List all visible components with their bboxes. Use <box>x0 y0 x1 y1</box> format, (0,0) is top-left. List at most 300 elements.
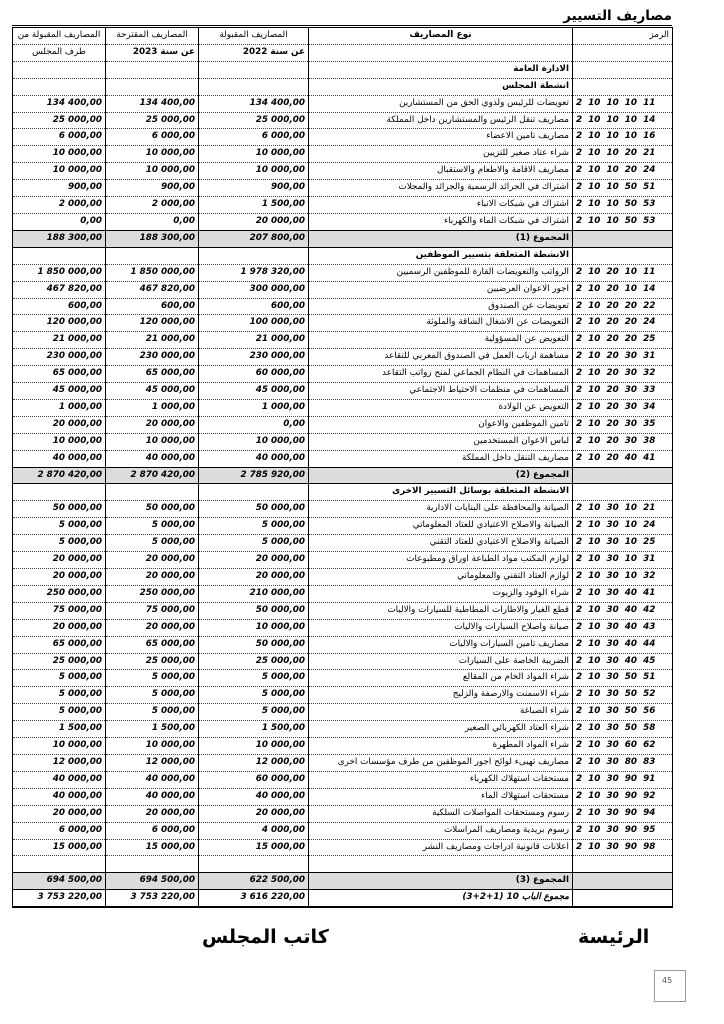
expense-code: 2 10 30 90 94 <box>573 805 673 822</box>
accepted-amount <box>199 247 309 264</box>
header-row-2 <box>13 44 673 61</box>
table-row <box>13 535 673 552</box>
table-row <box>13 585 673 602</box>
accepted-amount: 12 000,00 <box>199 754 309 771</box>
council-amount: 15 000,00 <box>13 839 106 856</box>
table-row <box>13 738 673 755</box>
expense-code <box>573 484 673 501</box>
expense-label: الانشطة المتعلقة بتسيير الموظفين <box>309 247 573 264</box>
council-amount: 65 000,00 <box>13 636 106 653</box>
council-amount: 694 500,00 <box>13 873 106 890</box>
section-row <box>13 247 673 264</box>
expense-label: مساهمة ارباب العمل في الصندوق المغربي للتقاعد <box>309 349 573 366</box>
expense-label: مصاريف الاقامة والاطعام والاستقبال <box>309 163 573 180</box>
council-amount: 230 000,00 <box>13 349 106 366</box>
table-row <box>13 518 673 535</box>
page-number: 45 <box>662 976 673 985</box>
header-proposed: المصاريف المقترحة <box>106 28 199 45</box>
proposed-amount: 0,00 <box>106 213 199 230</box>
council-amount: 65 000,00 <box>13 366 106 383</box>
proposed-amount: 900,00 <box>106 180 199 197</box>
expense-code: 2 10 10 20 24 <box>573 163 673 180</box>
expense-code: 2 10 10 50 53 <box>573 197 673 214</box>
expense-label: الضريبة الخاصة على السيارات <box>309 653 573 670</box>
table-row <box>13 399 673 416</box>
table-row <box>13 416 673 433</box>
accepted-amount: 5 000,00 <box>199 535 309 552</box>
council-amount: 50 000,00 <box>13 501 106 518</box>
expense-label: الصيانة والاصلاح الاعتيادي للعتاد التقني <box>309 535 573 552</box>
header-accepted-sub: عن سنة 2022 <box>199 44 309 61</box>
table-row <box>13 366 673 383</box>
proposed-amount: 12 000,00 <box>106 754 199 771</box>
proposed-amount: 25 000,00 <box>106 112 199 129</box>
total-row <box>13 230 673 247</box>
proposed-amount: 40 000,00 <box>106 771 199 788</box>
expense-label: المجموع (2) <box>309 467 573 484</box>
expense-code: 2 10 20 30 33 <box>573 383 673 400</box>
expense-label: مصاريف تامين الاعضاء <box>309 129 573 146</box>
table-row <box>13 197 673 214</box>
table-row <box>13 264 673 281</box>
president-signature-label: الرئيسة <box>578 926 650 948</box>
table-row <box>13 281 673 298</box>
proposed-amount: 120 000,00 <box>106 315 199 332</box>
table-row <box>13 771 673 788</box>
expense-code: 2 10 30 10 32 <box>573 569 673 586</box>
expense-label: اشتراك في شبكات الانباء <box>309 197 573 214</box>
grand-row <box>13 890 673 907</box>
council-amount: 25 000,00 <box>13 112 106 129</box>
expense-code: 2 10 30 10 24 <box>573 518 673 535</box>
expense-code: 2 10 30 50 58 <box>573 721 673 738</box>
expense-code: 2 10 20 30 31 <box>573 349 673 366</box>
expense-label: لوازم العتاد التقني والمعلوماتي <box>309 569 573 586</box>
expense-code: 2 10 30 90 91 <box>573 771 673 788</box>
expense-label: شراء الصباغة <box>309 704 573 721</box>
proposed-amount: 600,00 <box>106 298 199 315</box>
page-number-box <box>654 970 686 1002</box>
proposed-amount: 1 500,00 <box>106 721 199 738</box>
expenses-table <box>12 27 673 908</box>
council-amount: 20 000,00 <box>13 552 106 569</box>
council-amount <box>13 61 106 78</box>
expense-label: شراء الاسمنت والارصفة والزليج <box>309 687 573 704</box>
council-amount: 5 000,00 <box>13 670 106 687</box>
council-amount: 75 000,00 <box>13 602 106 619</box>
expense-code: 2 10 30 10 21 <box>573 501 673 518</box>
expense-code: 2 10 20 10 11 <box>573 264 673 281</box>
proposed-amount: 5 000,00 <box>106 535 199 552</box>
table-row <box>13 298 673 315</box>
table-row <box>13 704 673 721</box>
table-row <box>13 146 673 163</box>
expense-code: 2 10 30 40 43 <box>573 619 673 636</box>
accepted-amount: 45 000,00 <box>199 383 309 400</box>
council-amount: 3 753 220,00 <box>13 890 106 907</box>
expense-label: مستحقات استهلاك الماء <box>309 788 573 805</box>
expense-label: الصيانة والاصلاح الاعتيادي للعتاد المعلوماتي <box>309 518 573 535</box>
accepted-amount: 210 000,00 <box>199 585 309 602</box>
council-amount: 0,00 <box>13 213 106 230</box>
table-row <box>13 450 673 467</box>
expense-code: 2 10 10 10 11 <box>573 95 673 112</box>
accepted-amount: 1 500,00 <box>199 721 309 738</box>
council-amount: 21 000,00 <box>13 332 106 349</box>
council-amount: 20 000,00 <box>13 569 106 586</box>
accepted-amount: 20 000,00 <box>199 569 309 586</box>
accepted-amount: 5 000,00 <box>199 670 309 687</box>
accepted-amount: 10 000,00 <box>199 738 309 755</box>
title-underline <box>12 25 672 26</box>
expense-label: مجموع الباب 10 (1+2+3) <box>309 890 573 907</box>
expense-label: المجموع (3) <box>309 873 573 890</box>
council-amount: 5 000,00 <box>13 518 106 535</box>
proposed-amount: 5 000,00 <box>106 670 199 687</box>
accepted-amount: 3 616 220,00 <box>199 890 309 907</box>
accepted-amount: 134 400,00 <box>199 95 309 112</box>
council-amount: 5 000,00 <box>13 704 106 721</box>
expense-code <box>573 230 673 247</box>
proposed-amount <box>106 78 199 95</box>
proposed-amount: 230 000,00 <box>106 349 199 366</box>
section-row <box>13 484 673 501</box>
council-amount: 120 000,00 <box>13 315 106 332</box>
header-empty <box>309 44 573 61</box>
accepted-amount: 21 000,00 <box>199 332 309 349</box>
expense-code: 2 10 10 20 21 <box>573 146 673 163</box>
accepted-amount <box>199 78 309 95</box>
accepted-amount: 600,00 <box>199 298 309 315</box>
accepted-amount: 25 000,00 <box>199 112 309 129</box>
proposed-amount: 25 000,00 <box>106 653 199 670</box>
expense-code: 2 10 30 90 98 <box>573 839 673 856</box>
expense-label: انشطة المجلس <box>309 78 573 95</box>
proposed-amount: 250 000,00 <box>106 585 199 602</box>
accepted-amount: 622 500,00 <box>199 873 309 890</box>
proposed-amount: 2 870 420,00 <box>106 467 199 484</box>
expense-code: 2 10 20 20 22 <box>573 298 673 315</box>
table-row <box>13 721 673 738</box>
expense-code: 2 10 30 50 51 <box>573 670 673 687</box>
proposed-amount: 1 850 000,00 <box>106 264 199 281</box>
council-amount: 20 000,00 <box>13 416 106 433</box>
expense-label: التعويض عن الولادة <box>309 399 573 416</box>
expense-label: اشتراك في شبكات الماء والكهرباء <box>309 213 573 230</box>
council-amount: 10 000,00 <box>13 738 106 755</box>
proposed-amount: 1 000,00 <box>106 399 199 416</box>
expense-code: 2 10 30 50 52 <box>573 687 673 704</box>
accepted-amount: 100 000,00 <box>199 315 309 332</box>
accepted-amount: 20 000,00 <box>199 805 309 822</box>
expense-label: شراء العتاد الكهربائي الصغير <box>309 721 573 738</box>
table-row <box>13 383 673 400</box>
expense-label: رسوم ومستحقات المواصلات السلكية <box>309 805 573 822</box>
expense-label: التعويض عن المسؤولية <box>309 332 573 349</box>
table-row <box>13 569 673 586</box>
proposed-amount: 5 000,00 <box>106 518 199 535</box>
table-row <box>13 602 673 619</box>
expense-label: تعويضات عن الصندوق <box>309 298 573 315</box>
accepted-amount: 230 000,00 <box>199 349 309 366</box>
proposed-amount: 40 000,00 <box>106 450 199 467</box>
council-amount: 467 820,00 <box>13 281 106 298</box>
total-row <box>13 873 673 890</box>
council-amount: 6 000,00 <box>13 822 106 839</box>
expense-code: 2 10 30 50 56 <box>573 704 673 721</box>
expense-code: 2 10 10 10 16 <box>573 129 673 146</box>
table-row <box>13 670 673 687</box>
header-empty <box>573 44 673 61</box>
proposed-amount: 15 000,00 <box>106 839 199 856</box>
expense-code: 2 10 20 30 34 <box>573 399 673 416</box>
accepted-amount: 5 000,00 <box>199 518 309 535</box>
expense-label: اجور الاعوان العرضيين <box>309 281 573 298</box>
accepted-amount: 6 000,00 <box>199 129 309 146</box>
section-row <box>13 78 673 95</box>
total-row <box>13 467 673 484</box>
header-proposed-sub: عن سنة 2023 <box>106 44 199 61</box>
accepted-amount: 900,00 <box>199 180 309 197</box>
expense-label: المساهمات في منظمات الاحتياط الاجتماعي <box>309 383 573 400</box>
accepted-amount: 40 000,00 <box>199 450 309 467</box>
table-row <box>13 788 673 805</box>
accepted-amount: 15 000,00 <box>199 839 309 856</box>
table-row <box>13 501 673 518</box>
proposed-amount: 65 000,00 <box>106 636 199 653</box>
table-row <box>13 805 673 822</box>
accepted-amount: 1 978 320,00 <box>199 264 309 281</box>
proposed-amount: 10 000,00 <box>106 738 199 755</box>
proposed-amount: 21 000,00 <box>106 332 199 349</box>
header-council-sub: طرف المجلس <box>13 44 106 61</box>
table-row <box>13 687 673 704</box>
council-amount: 1 850 000,00 <box>13 264 106 281</box>
accepted-amount: 20 000,00 <box>199 552 309 569</box>
accepted-amount: 10 000,00 <box>199 433 309 450</box>
table-row <box>13 653 673 670</box>
proposed-amount: 65 000,00 <box>106 366 199 383</box>
accepted-amount: 0,00 <box>199 416 309 433</box>
table-row <box>13 636 673 653</box>
header-code: الرمز <box>573 28 673 45</box>
expense-label: لباس الاعوان المستخدمين <box>309 433 573 450</box>
accepted-amount: 10 000,00 <box>199 146 309 163</box>
council-amount: 2 000,00 <box>13 197 106 214</box>
expense-code: 2 10 30 10 25 <box>573 535 673 552</box>
council-amount: 900,00 <box>13 180 106 197</box>
table-row <box>13 95 673 112</box>
accepted-amount: 1 500,00 <box>199 197 309 214</box>
proposed-amount: 134 400,00 <box>106 95 199 112</box>
accepted-amount <box>199 61 309 78</box>
table-row <box>13 315 673 332</box>
table-row <box>13 332 673 349</box>
header-row-1 <box>13 28 673 45</box>
expense-code: 2 10 30 40 44 <box>573 636 673 653</box>
proposed-amount: 188 300,00 <box>106 230 199 247</box>
table-row <box>13 180 673 197</box>
accepted-amount: 50 000,00 <box>199 501 309 518</box>
expense-code <box>573 856 673 873</box>
expense-code: 2 10 30 40 45 <box>573 653 673 670</box>
proposed-amount: 20 000,00 <box>106 619 199 636</box>
proposed-amount: 40 000,00 <box>106 788 199 805</box>
proposed-amount: 5 000,00 <box>106 704 199 721</box>
expense-label: مصاريف تنقل الرئيس والمستشارين داخل المملكة <box>309 112 573 129</box>
expense-label: مصاريف تهيىء لوائح اجور الموظفين من طرف مؤسسات اخرى <box>309 754 573 771</box>
header-accepted: المصاريف المقبولة <box>199 28 309 45</box>
expense-label: شراء المواد المطهرة <box>309 738 573 755</box>
council-amount <box>13 484 106 501</box>
proposed-amount: 2 000,00 <box>106 197 199 214</box>
proposed-amount: 45 000,00 <box>106 383 199 400</box>
blank-row <box>13 856 673 873</box>
accepted-amount: 10 000,00 <box>199 163 309 180</box>
council-amount: 1 500,00 <box>13 721 106 738</box>
expense-code: 2 10 20 40 41 <box>573 450 673 467</box>
accepted-amount: 50 000,00 <box>199 636 309 653</box>
proposed-amount: 10 000,00 <box>106 163 199 180</box>
accepted-amount: 207 800,00 <box>199 230 309 247</box>
expense-label: شراء الوقود والزيوت <box>309 585 573 602</box>
expense-code: 2 10 30 80 83 <box>573 754 673 771</box>
proposed-amount: 20 000,00 <box>106 569 199 586</box>
expense-label: مستحقات استهلاك الكهرباء <box>309 771 573 788</box>
council-amount <box>13 78 106 95</box>
expense-code: 2 10 30 90 92 <box>573 788 673 805</box>
council-amount: 45 000,00 <box>13 383 106 400</box>
proposed-amount: 6 000,00 <box>106 822 199 839</box>
accepted-amount: 1 000,00 <box>199 399 309 416</box>
council-amount: 5 000,00 <box>13 687 106 704</box>
table-row <box>13 822 673 839</box>
council-amount <box>13 856 106 873</box>
expense-code: 2 10 20 20 25 <box>573 332 673 349</box>
proposed-amount: 5 000,00 <box>106 687 199 704</box>
council-amount: 20 000,00 <box>13 805 106 822</box>
council-amount <box>13 247 106 264</box>
expense-label: الادارة العامة <box>309 61 573 78</box>
expense-code: 2 10 10 50 53 <box>573 213 673 230</box>
expense-code <box>573 61 673 78</box>
accepted-amount <box>199 484 309 501</box>
secretary-signature-label: كاتب المجلس <box>202 926 329 948</box>
expense-code <box>573 247 673 264</box>
table-row <box>13 433 673 450</box>
expense-label: شراء عتاد صغير للتزيين <box>309 146 573 163</box>
accepted-amount: 50 000,00 <box>199 602 309 619</box>
accepted-amount: 10 000,00 <box>199 619 309 636</box>
proposed-amount: 50 000,00 <box>106 501 199 518</box>
accepted-amount: 4 000,00 <box>199 822 309 839</box>
expense-code <box>573 467 673 484</box>
expense-code: 2 10 10 50 51 <box>573 180 673 197</box>
accepted-amount: 60 000,00 <box>199 366 309 383</box>
expense-label: تامين الموظفين والاعوان <box>309 416 573 433</box>
proposed-amount <box>106 61 199 78</box>
expense-label: رسوم بريدية ومصاريف المراسلات <box>309 822 573 839</box>
expense-label: مصاريف تامين السيارات والاليات <box>309 636 573 653</box>
proposed-amount: 467 820,00 <box>106 281 199 298</box>
accepted-amount: 5 000,00 <box>199 687 309 704</box>
council-amount: 10 000,00 <box>13 433 106 450</box>
council-amount: 134 400,00 <box>13 95 106 112</box>
expense-code: 2 10 30 40 41 <box>573 585 673 602</box>
council-amount: 40 000,00 <box>13 771 106 788</box>
council-amount: 600,00 <box>13 298 106 315</box>
proposed-amount: 20 000,00 <box>106 416 199 433</box>
table-row <box>13 349 673 366</box>
council-amount: 10 000,00 <box>13 163 106 180</box>
expense-code: 2 10 30 10 31 <box>573 552 673 569</box>
council-amount: 40 000,00 <box>13 788 106 805</box>
table-row <box>13 163 673 180</box>
table-row <box>13 112 673 129</box>
table-row <box>13 213 673 230</box>
header-type: نوع المصاريف <box>309 28 573 45</box>
section-row <box>13 61 673 78</box>
expense-code: 2 10 20 30 38 <box>573 433 673 450</box>
council-amount: 1 000,00 <box>13 399 106 416</box>
council-amount: 188 300,00 <box>13 230 106 247</box>
proposed-amount: 10 000,00 <box>106 433 199 450</box>
expense-label: اشتراك في الجرائد الرسمية والجرائد والمجلات <box>309 180 573 197</box>
proposed-amount: 694 500,00 <box>106 873 199 890</box>
table-row <box>13 552 673 569</box>
proposed-amount: 20 000,00 <box>106 552 199 569</box>
council-amount: 5 000,00 <box>13 535 106 552</box>
council-amount: 250 000,00 <box>13 585 106 602</box>
proposed-amount: 20 000,00 <box>106 805 199 822</box>
proposed-amount <box>106 247 199 264</box>
expense-label <box>309 856 573 873</box>
proposed-amount: 10 000,00 <box>106 146 199 163</box>
expense-label: الرواتب والتعويضات القارة للموظفين الرسميين <box>309 264 573 281</box>
table-row <box>13 619 673 636</box>
council-amount: 6 000,00 <box>13 129 106 146</box>
expense-code: 2 10 30 90 95 <box>573 822 673 839</box>
expense-label: تعويضات للرئيس ولذوي الحق من المستشارين <box>309 95 573 112</box>
expense-label: صيانة واصلاح السيارات والاليات <box>309 619 573 636</box>
expense-label: لوازم المكتب مواد الطباعة اوراق ومطبوعات <box>309 552 573 569</box>
accepted-amount <box>199 856 309 873</box>
table-row <box>13 129 673 146</box>
expense-label: المساهمات في النظام الجماعي لمنح رواتب التقاعد <box>309 366 573 383</box>
council-amount: 12 000,00 <box>13 754 106 771</box>
proposed-amount <box>106 856 199 873</box>
page-title: مصاريف التسيير <box>563 8 672 24</box>
expense-label: شراء المواد الخام من المقالع <box>309 670 573 687</box>
accepted-amount: 25 000,00 <box>199 653 309 670</box>
accepted-amount: 20 000,00 <box>199 213 309 230</box>
expense-label: قطع الغيار والاطارات المطاطية للسيارات والاليات <box>309 602 573 619</box>
table-row <box>13 839 673 856</box>
council-amount: 40 000,00 <box>13 450 106 467</box>
accepted-amount: 300 000,00 <box>199 281 309 298</box>
expense-code <box>573 873 673 890</box>
expense-code: 2 10 20 30 32 <box>573 366 673 383</box>
expense-code: 2 10 30 60 62 <box>573 738 673 755</box>
proposed-amount <box>106 484 199 501</box>
expense-code: 2 10 20 20 24 <box>573 315 673 332</box>
council-amount: 10 000,00 <box>13 146 106 163</box>
expense-code: 2 10 30 40 42 <box>573 602 673 619</box>
expense-label: التعويضات عن الاشغال الشاقة والملوثة <box>309 315 573 332</box>
council-amount: 20 000,00 <box>13 619 106 636</box>
council-amount: 25 000,00 <box>13 653 106 670</box>
expense-label: الصيانة والمحافظة على البنايات الادارية <box>309 501 573 518</box>
